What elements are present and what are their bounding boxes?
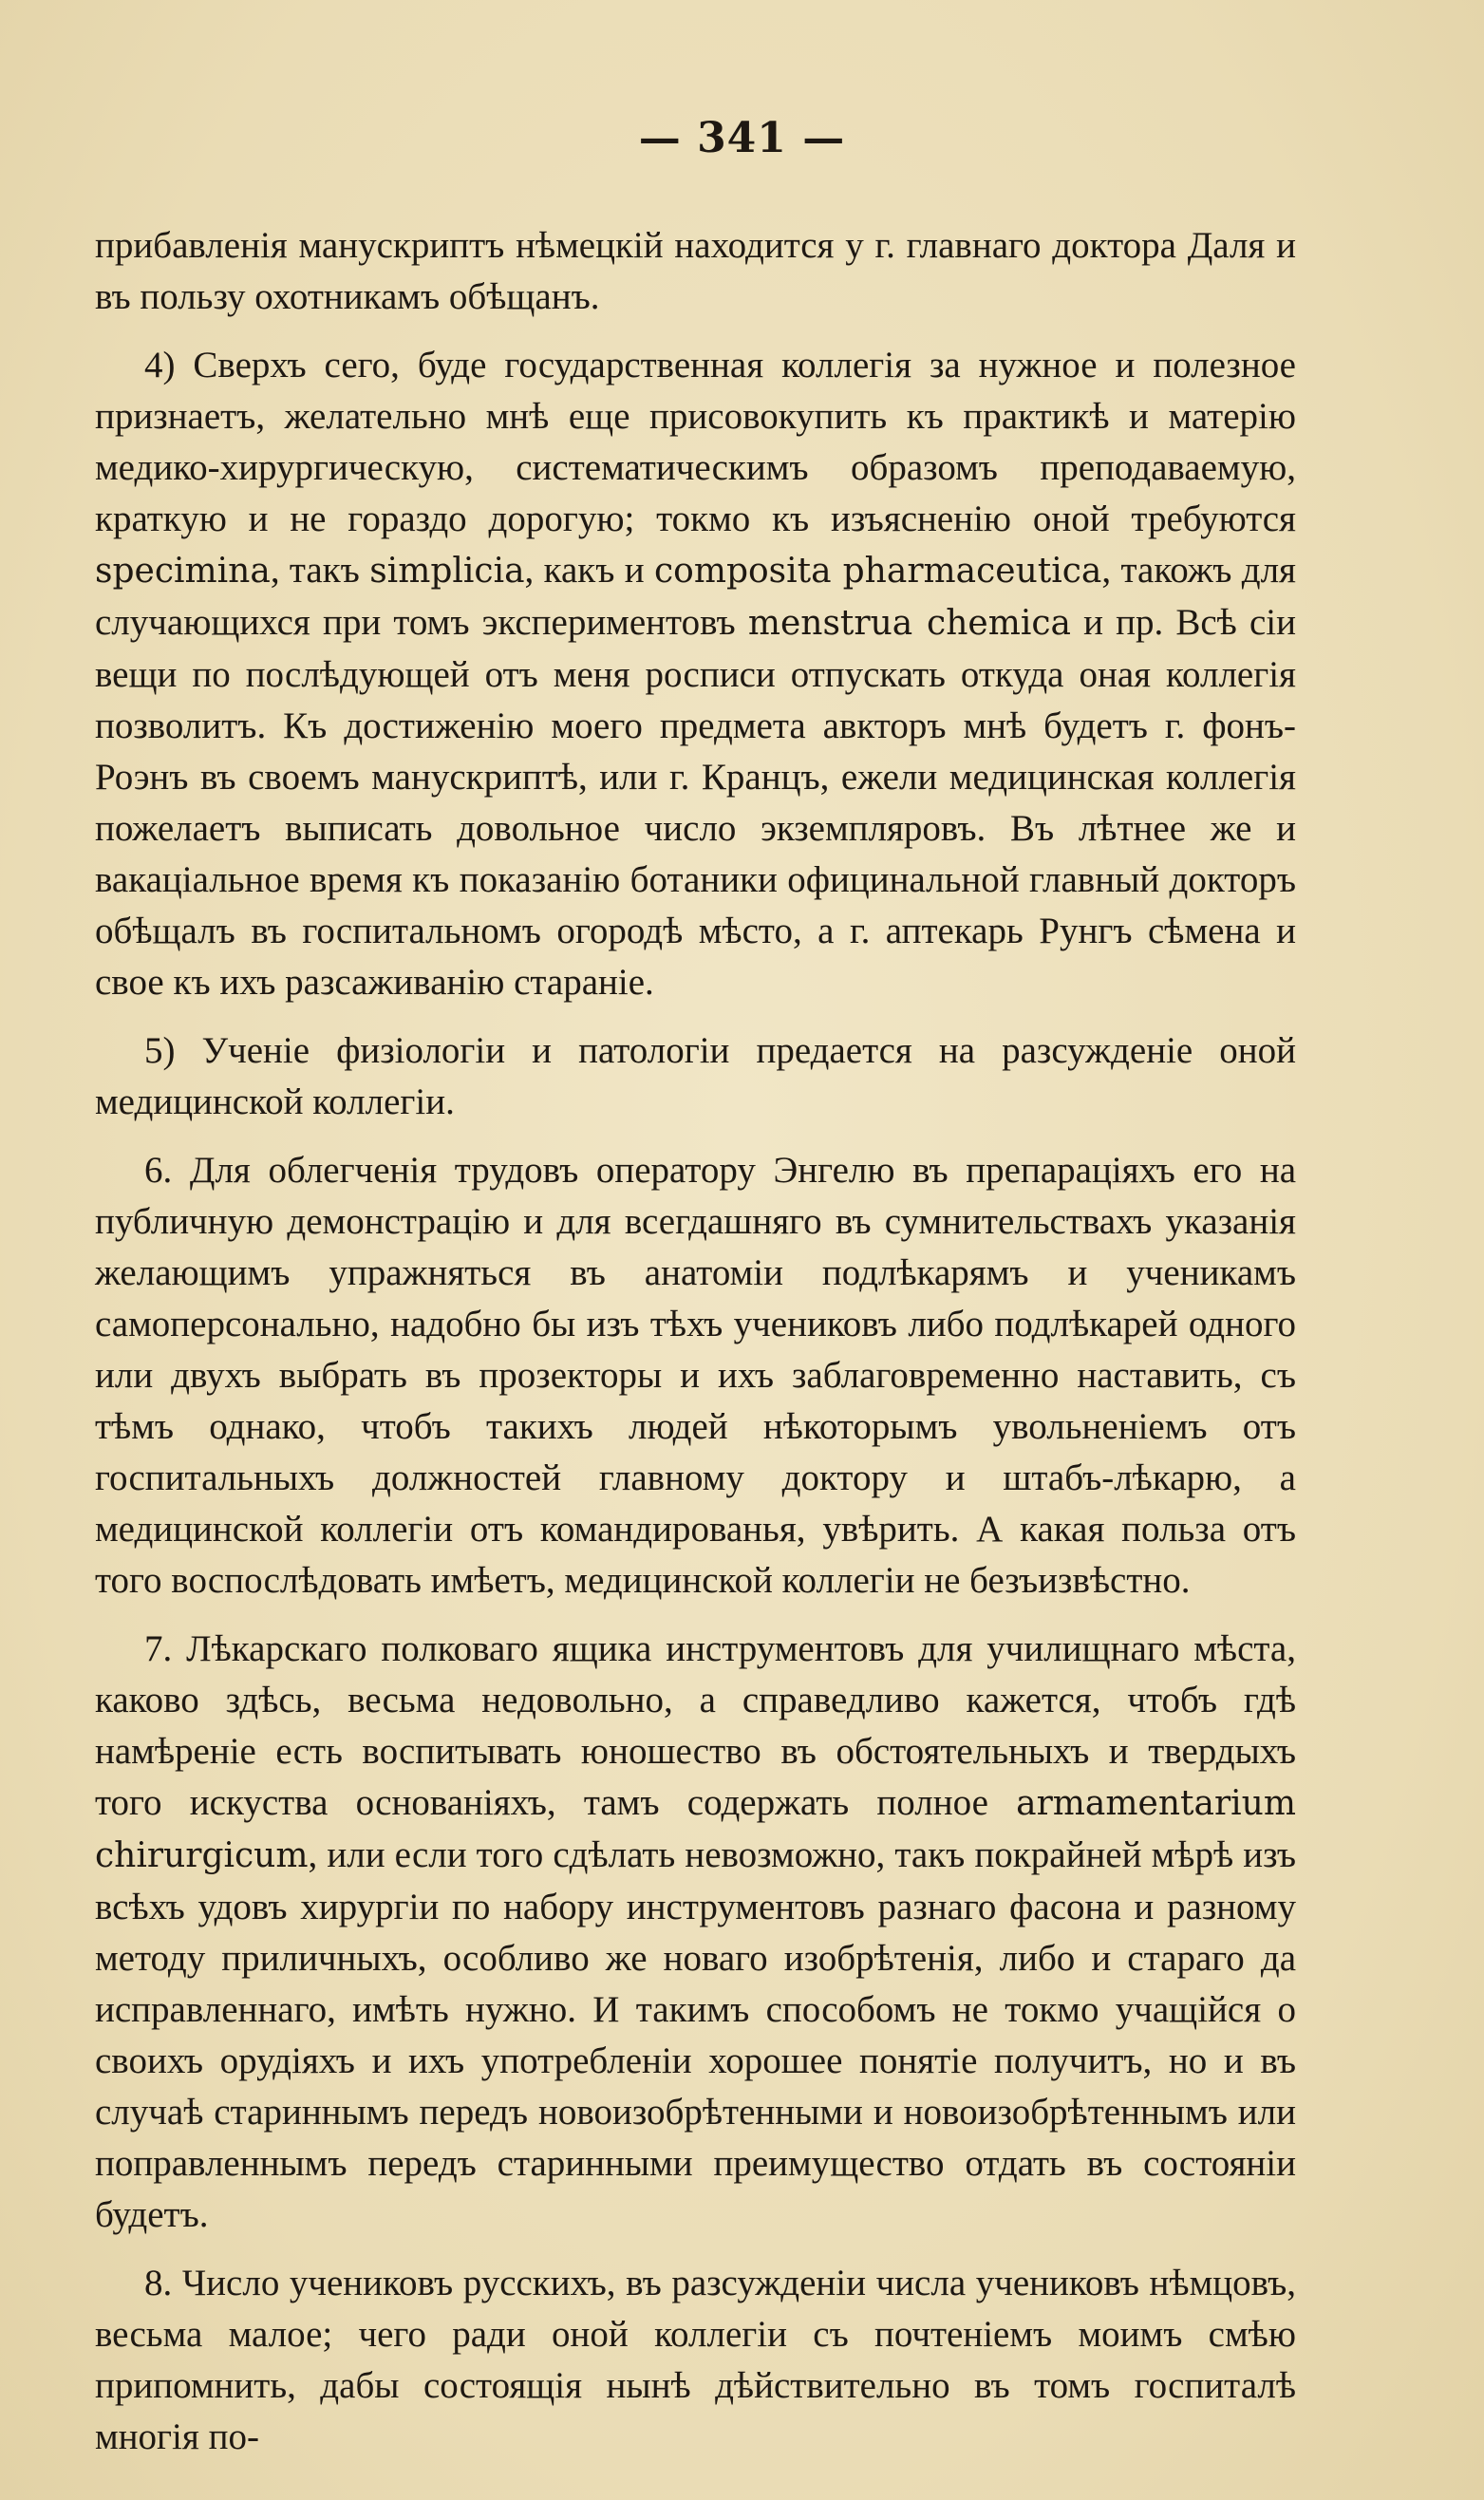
latin-term: armamentarium chirurgicum — [95, 1784, 1296, 1875]
paragraph-p1 — [95, 220, 1296, 323]
paragraph-text: 6. Для облегченія трудовъ оператору Энгелю въ препараціяхъ его на публичную демонстрацію и для всегдашняго въ сумнительствахъ указанія желающимъ упражняться въ анатоміи подлѣкарямъ и ученикамъ самоперсонально, надобно бы изъ тѣхъ учениковъ либо подлѣкарей одного или двухъ выбрать въ прозекторы и ихъ заблаговременно наставить, съ тѣмъ однако, чтобъ такихъ людей нѣкоторымъ увольненіемъ отъ госпитальныхъ должностей главному доктору и штабъ-лѣкарю, а медицинской коллегіи отъ командированья, увѣрить. А какая польза отъ того воспослѣдовать имѣетъ, медицинской коллегіи не безъизвѣстно. — [95, 1150, 1296, 1601]
paragraph-p5 — [95, 1025, 1296, 1128]
paragraph-p8 — [95, 2258, 1296, 2463]
paragraph-text: , такъ — [270, 550, 370, 591]
latin-term: composita pharmaceutica — [653, 552, 1102, 591]
paragraph-text: , какъ и — [524, 550, 654, 591]
paragraph-text: 5) Ученіе физіологіи и патологіи предается на разсужденіе оной медицинской коллегіи. — [95, 1030, 1296, 1122]
page-number: — 341 — — [638, 114, 846, 162]
paragraph-text: прибавленія манускриптъ нѣмецкій находится у г. главнаго доктора Даля и въ пользу охотникамъ обѣщанъ. — [95, 225, 1296, 317]
paragraph-text: 7. Лѣкарскаго полковаго ящика инструментовъ для училищнаго мѣста, каково здѣсь, весьма недовольно, а справедливо кажется, чтобъ гдѣ намѣреніе есть воспитывать юношество въ обстоятельныхъ и твердыхъ того искуства основаніяхъ, тамъ содержать полное — [95, 1628, 1296, 1823]
paragraph-text: , такожъ для случающихся при томъ экспериментовъ — [95, 550, 1296, 643]
paragraph-text: 8. Число учениковъ русскихъ, въ разсужденіи числа учениковъ нѣмцовъ, весьма малое; чего ради оной коллегіи съ почтеніемъ моимъ смѣю припомнить, дабы состоящія нынѣ дѣйствительно въ томъ госпиталѣ многія по- — [95, 2263, 1296, 2457]
paragraph-p4 — [95, 340, 1296, 1008]
paragraph-text: , или если того сдѣлать невозможно, такъ покрайней мѣрѣ изъ всѣхъ удовъ хирургіи по набору инструментовъ разнаго фасона и разному методу приличныхъ, особливо же новаго изобрѣтенія, либо и стараго да исправленнаго, имѣть нужно. И такимъ способомъ не токмо учащійся о своихъ орудіяхъ и ихъ употребленіи хорошее понятіе получитъ, но и въ случаѣ стариннымъ передъ новоизобрѣтенными и новоизобрѣтеннымъ или поправленнымъ передъ старинными преимущество отдать въ состояніи будетъ. — [95, 1834, 1296, 2235]
latin-term: specimina — [95, 552, 271, 591]
latin-term: simplicia — [369, 552, 525, 591]
paragraph-text: 4) Сверхъ сего, буде государственная коллегія за нужное и полезное признаетъ, желательно мнѣ еще присовокупить къ практикѣ и матерію медико-хирургическую, систематическимъ образомъ преподаваемую, краткую и не гораздо дорогую; токмо къ изъясненію оной требуются — [95, 345, 1296, 539]
paragraph-text: и пр. Всѣ сіи вещи по послѣдующей отъ меня росписи отпускать откуда оная коллегія позволитъ. Къ достиженію моего предмета авкторъ мнѣ будетъ г. фонъ-Роэнъ въ своемъ манускриптѣ, или г. Кранцъ, ежели медицинская коллегія пожелаетъ выписать довольное число экземпляровъ. Въ лѣтнее же и вакаціальное время къ показанію ботаники официнальной главный докторъ обѣщалъ въ госпитальномъ огородѣ мѣсто, а г. аптекарь Рунгъ сѣмена и свое къ ихъ разсаживанію стараніе. — [95, 602, 1296, 1003]
latin-term: menstrua chemica — [747, 604, 1071, 643]
paragraph-p6 — [95, 1145, 1296, 1607]
paragraph-p7 — [95, 1624, 1296, 2241]
body-text — [95, 220, 1296, 2480]
